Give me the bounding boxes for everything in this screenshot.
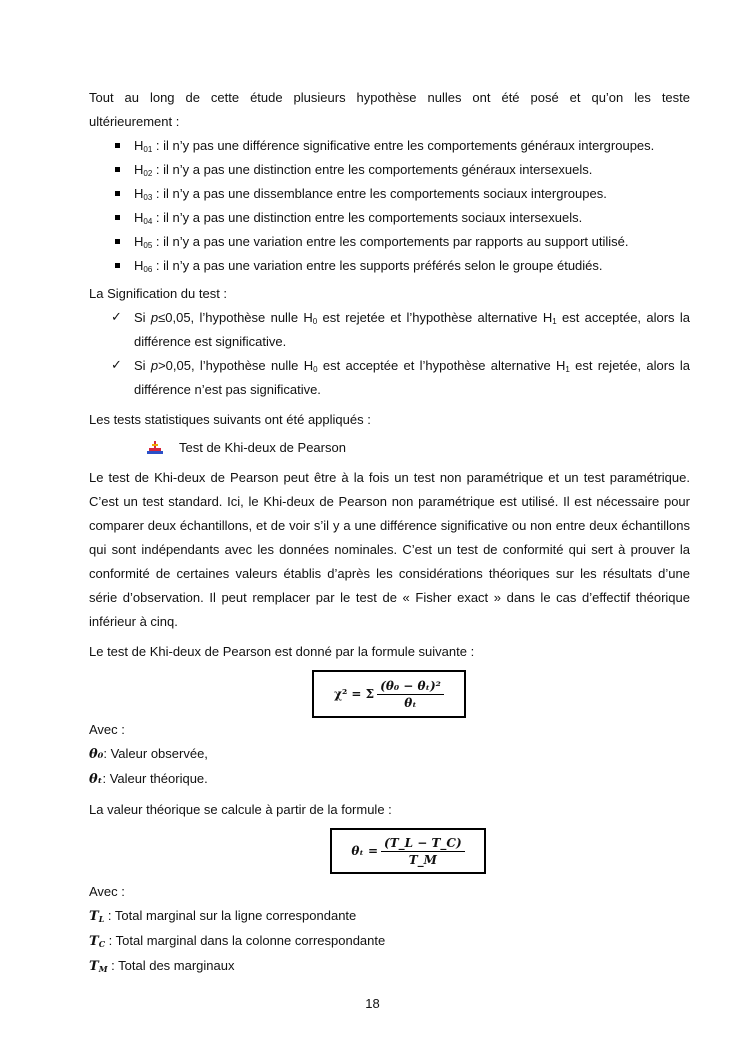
- khi-paragraph: Le test de Khi-deux de Pearson peut être à la fois un test non paramétrique et un test paramétrique. C’est un test standard. Ici, le Khi-deux de Pearson non paramétrique est utilisé. Il est nécessaire pour comparer deux échantillons, et de voir s’il y a une différence significative ou non entre deux échantillons qui sont indépendants avec les données nominales. C’est un test de conformité qui sert à prouver la conformité de certaines valeurs établis d’après les considérations théoriques sur les résultats d’une série d’observation. Il peut remplacer par le test de « Fisher exact » dans le cas d’effectif théorique inférieur à cinq.: [89, 470, 690, 629]
- definition-tl: $T_L$ : Total marginal sur la ligne correspondante: [89, 908, 357, 924]
- formula-lhs: χ² = Σ: [334, 687, 375, 701]
- definition-observed: θ₀: Valeur observée,: [89, 746, 208, 762]
- hypotheses-list: [89, 134, 690, 278]
- chi-square-formula: [312, 670, 466, 718]
- pointing-hand-icon: [147, 441, 163, 455]
- tests-intro: Les tests statistiques suivants ont été appliqués :: [89, 412, 371, 427]
- page-content: [89, 86, 690, 979]
- formula-denominator: T_M: [408, 852, 437, 867]
- signification-heading: La Signification du test :: [89, 286, 228, 301]
- list-item: $H_{01}$ : il n’y pas une différence significative entre les comportements généraux intergroupes.: [89, 134, 690, 158]
- definition-tc: $T_C$ : Total marginal dans la colonne correspondante: [89, 933, 386, 949]
- square-bullet-icon: [115, 191, 120, 196]
- list-item: $H_{06}$ : il n’y a pas une variation entre les supports préférés selon le groupe étudiés.: [89, 254, 690, 278]
- list-item: $H_{03}$ : il n’y a pas une dissemblance entre les comportements sociaux intergroupes.: [89, 182, 690, 206]
- list-item: ✓ Si p≤0,05, l’hypothèse nulle $H_0$ est rejetée et l’hypothèse alternative $H_1$ est acceptée, alors la différence est significative.: [89, 306, 690, 354]
- formula-intro: Le test de Khi-deux de Pearson est donné par la formule suivante :: [89, 644, 475, 659]
- definitions-1: [89, 718, 690, 792]
- theoretical-intro: La valeur théorique se calcule à partir de la formule :: [89, 802, 392, 817]
- avec-label: Avec :: [89, 884, 125, 899]
- list-item: ✓ Si p>0,05, l’hypothèse nulle $H_0$ est acceptée et l’hypothèse alternative $H_1$ est rejetée, alors la différence n’est pas significative.: [89, 354, 690, 402]
- square-bullet-icon: [115, 263, 120, 268]
- avec-label: Avec :: [89, 722, 125, 737]
- definitions-2: [89, 880, 690, 979]
- formula-fraction: [381, 836, 465, 867]
- formula-numerator: (θ₀ − θₜ)²: [377, 679, 444, 695]
- formula-numerator: (T_L − T_C): [381, 836, 465, 852]
- square-bullet-icon: [115, 167, 120, 172]
- intro-line-1: Tout au long de cette étude plusieurs hypothèse nulles ont été posé et qu’on les teste: [89, 90, 690, 105]
- list-item: $H_{04}$ : il n’y a pas une distinction entre les comportements sociaux intersexuels.: [89, 206, 690, 230]
- formula-denominator: θₜ: [404, 695, 417, 710]
- theoretical-formula: [330, 828, 486, 874]
- square-bullet-icon: [115, 215, 120, 220]
- intro-line-2: ultérieurement :: [89, 114, 180, 129]
- square-bullet-icon: [115, 143, 120, 148]
- signification-list: [89, 306, 690, 402]
- square-bullet-icon: [115, 239, 120, 244]
- test-title: Test de Khi-deux de Pearson: [89, 436, 690, 460]
- checkmark-icon: ✓: [111, 358, 122, 373]
- definition-theoretical: θₜ: Valeur théorique.: [89, 771, 208, 787]
- formula-fraction: [377, 679, 444, 710]
- formula-lhs: θₜ =: [351, 844, 379, 858]
- list-item: $H_{02}$ : il n’y a pas une distinction entre les comportements généraux intersexuels.: [89, 158, 690, 182]
- definition-tm: $T_M$ : Total des marginaux: [89, 958, 235, 974]
- list-item: $H_{05}$ : il n’y a pas une variation entre les comportements par rapports au support utilisé.: [89, 230, 690, 254]
- page-number: 18: [365, 996, 380, 1011]
- checkmark-icon: ✓: [111, 310, 122, 325]
